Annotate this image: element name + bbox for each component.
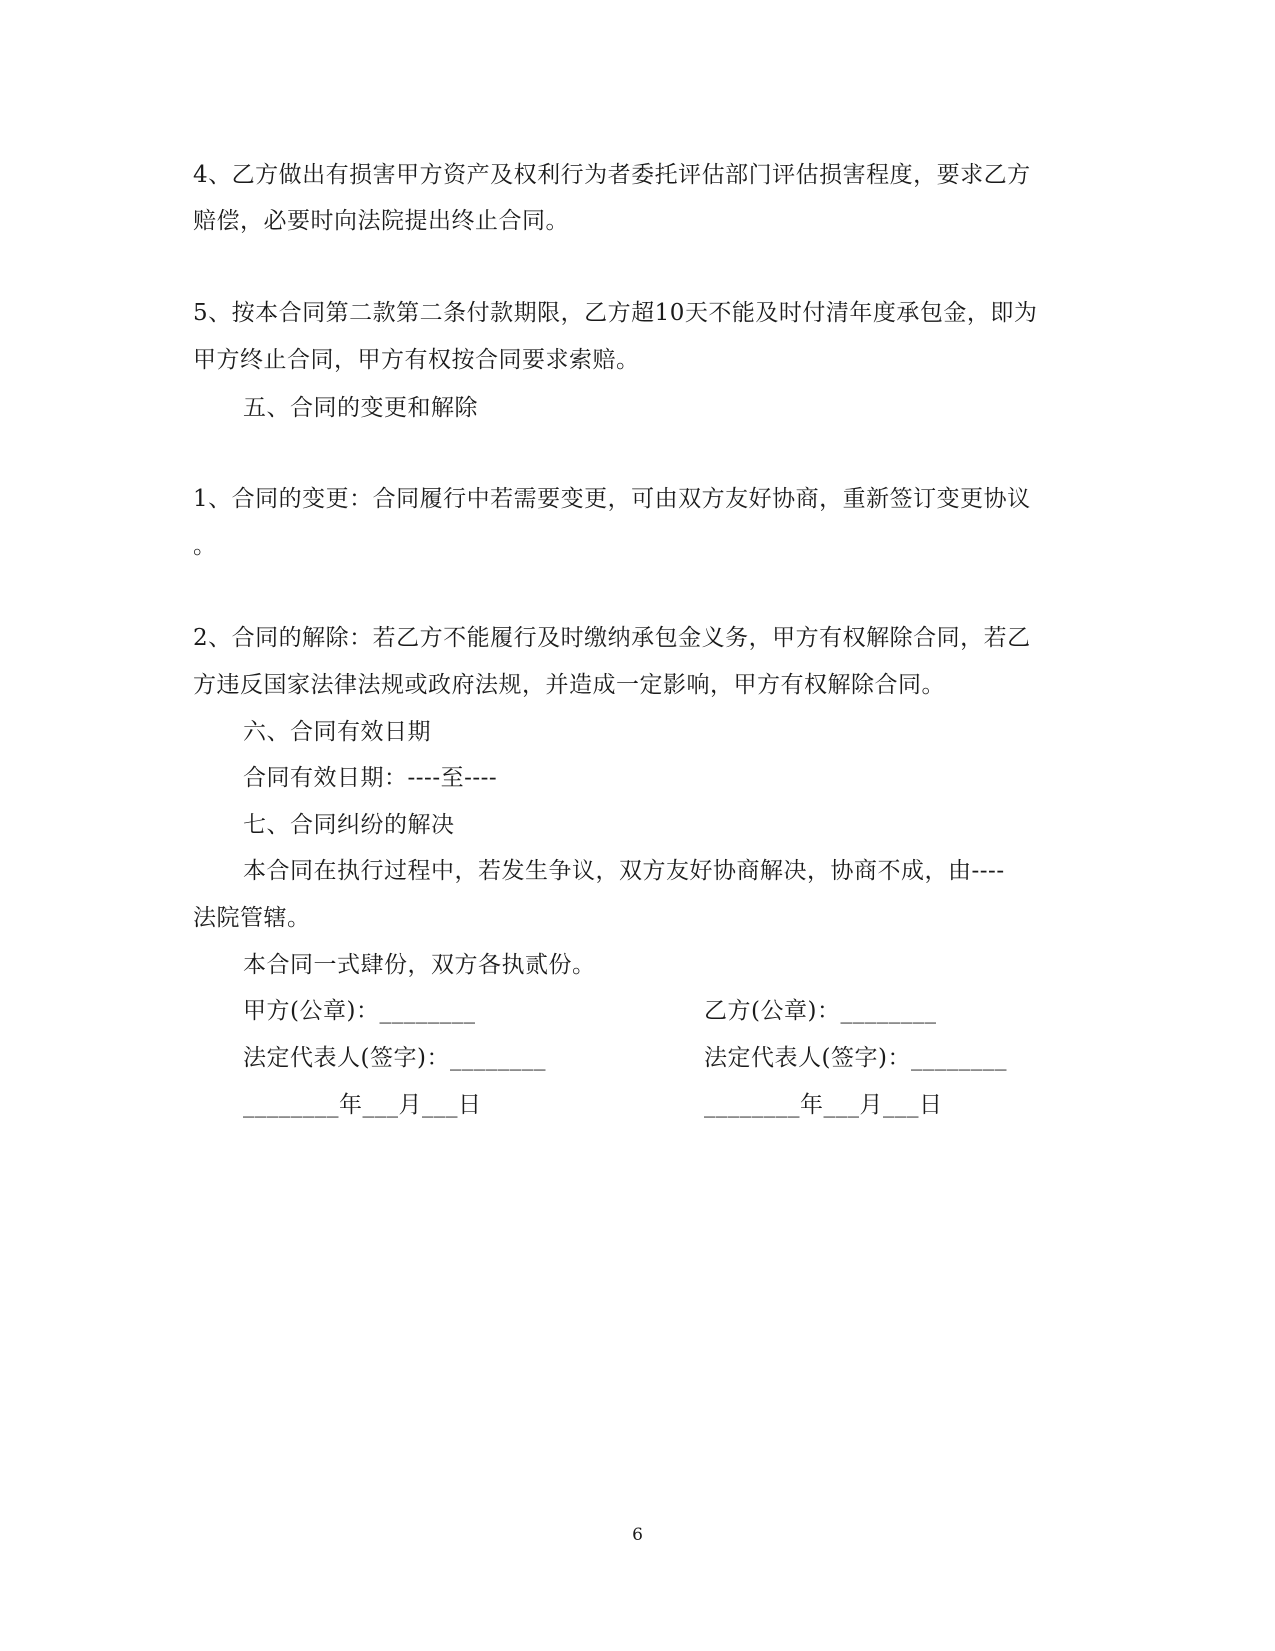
clause-5-line-1: 5、按本合同第二款第二条付款期限，乙方超10天不能及时付清年度承包金，即为 bbox=[193, 300, 1038, 326]
section-5-heading: 五、合同的变更和解除 bbox=[243, 395, 478, 421]
section-5-item-1-line-1: 1、合同的变更：合同履行中若需要变更，可由双方友好协商，重新签订变更协议 bbox=[193, 486, 1031, 512]
party-a-date: ________年___月___日 bbox=[243, 1092, 482, 1118]
section-7-text-line-1: 本合同在执行过程中，若发生争议，双方友好协商解决，协商不成，由---- bbox=[243, 858, 1005, 884]
copies-statement: 本合同一式肆份，双方各执贰份。 bbox=[243, 952, 596, 978]
party-a-seal: 甲方(公章)：________ bbox=[243, 998, 476, 1024]
section-6-text: 合同有效日期：----至---- bbox=[243, 765, 498, 791]
section-5-item-1-line-2: 。 bbox=[193, 533, 217, 559]
section-6-heading: 六、合同有效日期 bbox=[243, 719, 431, 745]
party-b-date: ________年___月___日 bbox=[704, 1092, 943, 1118]
party-b-seal: 乙方(公章)：________ bbox=[704, 998, 937, 1024]
page-number: 6 bbox=[632, 1525, 643, 1545]
section-5-item-2-line-2: 方违反国家法律法规或政府法规，并造成一定影响，甲方有权解除合同。 bbox=[193, 672, 945, 698]
clause-4-line-1: 4、乙方做出有损害甲方资产及权利行为者委托评估部门评估损害程度，要求乙方 bbox=[193, 162, 1031, 188]
section-7-text-line-2: 法院管辖。 bbox=[193, 905, 311, 931]
section-7-heading: 七、合同纠纷的解决 bbox=[243, 812, 455, 838]
clause-5-line-2: 甲方终止合同，甲方有权按合同要求索赔。 bbox=[193, 347, 640, 373]
party-b-representative: 法定代表人(签字)：________ bbox=[704, 1045, 1007, 1071]
party-a-representative: 法定代表人(签字)：________ bbox=[243, 1045, 546, 1071]
clause-4-line-2: 赔偿，必要时向法院提出终止合同。 bbox=[193, 208, 569, 234]
section-5-item-2-line-1: 2、合同的解除：若乙方不能履行及时缴纳承包金义务，甲方有权解除合同，若乙 bbox=[193, 625, 1031, 651]
